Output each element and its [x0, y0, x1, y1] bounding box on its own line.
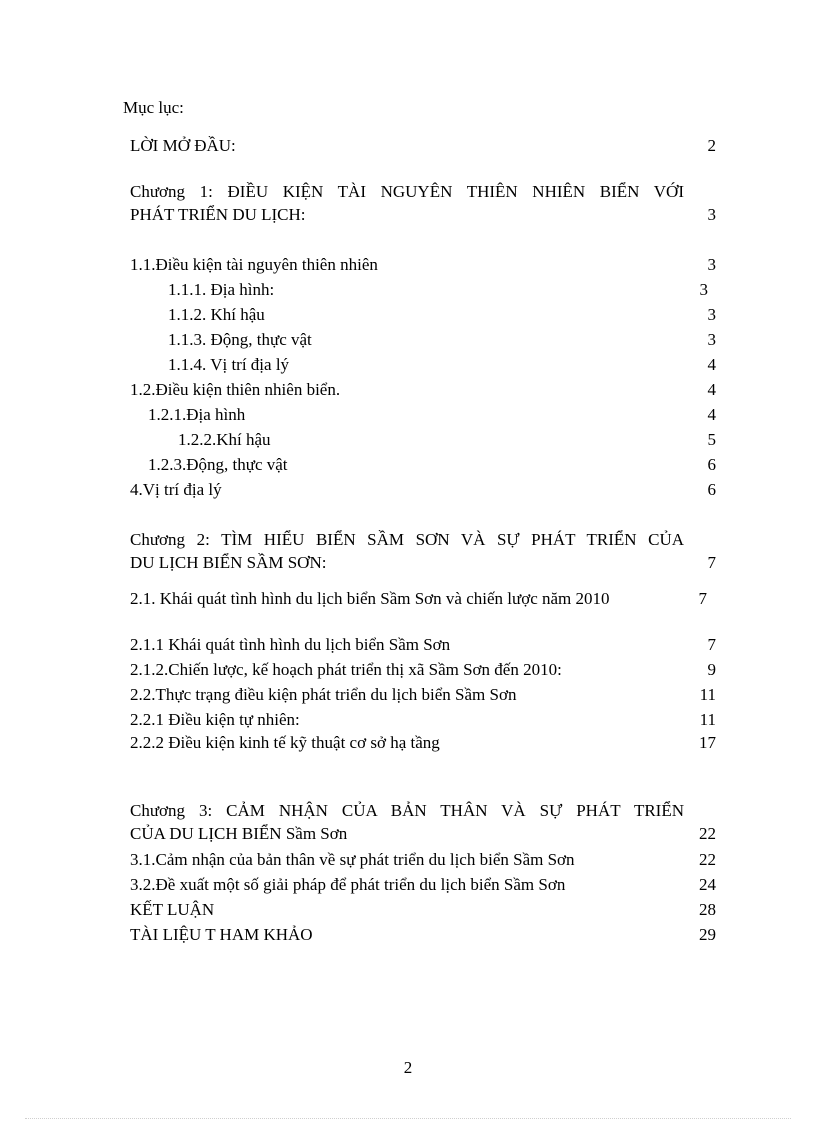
toc-entry-page: 7 [707, 553, 716, 572]
toc-entry-page: 3 [707, 255, 716, 274]
toc-entry-3-2[interactable] [130, 875, 716, 895]
toc-entry-page: 11 [699, 710, 716, 729]
toc-entry-label: 1.1.3. Động, thực vật [168, 330, 312, 349]
toc-entry-page: 11 [699, 685, 716, 704]
toc-entry-1-2[interactable] [130, 380, 716, 400]
toc-entry-label: 1.2.1.Địa hình [148, 405, 246, 424]
toc-title: Mục lục: [123, 98, 184, 117]
toc-entry-label: 1.2.Điều kiện thiên nhiên biển. [130, 380, 341, 399]
toc-entry-1-2-1[interactable] [148, 405, 716, 425]
toc-entry-page: 4 [707, 380, 716, 399]
toc-entry-2-1-2[interactable] [130, 660, 716, 680]
toc-entry-page: 22 [699, 824, 716, 843]
toc-entry-page: 4 [707, 405, 716, 424]
toc-entry-page: 3 [707, 205, 716, 224]
toc-chapter-1[interactable] [130, 182, 716, 226]
toc-entry-1-1[interactable] [130, 255, 716, 275]
toc-chapter-title-line2: PHÁT TRIỂN DU LỊCH: [130, 205, 306, 224]
toc-entry-label: 2.1.2.Chiến lược, kế hoạch phát triển thị xã Sầm Sơn đến 2010: [130, 660, 562, 679]
toc-entry-ket-luan[interactable] [130, 900, 716, 920]
toc-entry-page: 2 [707, 136, 716, 155]
toc-entry-1-1-3[interactable] [168, 330, 716, 350]
toc-entry-2-1-1[interactable] [130, 635, 716, 655]
toc-entry-loi-mo-dau[interactable] [130, 136, 716, 156]
toc-entry-label: KẾT LUẬN [130, 900, 215, 919]
toc-entry-label: 1.1.Điều kiện tài nguyên thiên nhiên [130, 255, 378, 274]
toc-chapter-title-line2: CỦA DU LỊCH BIỂN Sầm Sơn [130, 824, 348, 843]
toc-chapter-title-line2: DU LỊCH BIỂN SẦM SƠN: [130, 553, 327, 572]
toc-entry-page: 29 [699, 925, 716, 944]
toc-entry-page: 6 [707, 480, 716, 499]
toc-entry-page: 24 [699, 875, 716, 894]
toc-entry-label: 2.2.1 Điều kiện tự nhiên: [130, 710, 300, 729]
toc-entry-label: 1.1.4. Vị trí địa lý [168, 355, 290, 374]
toc-entry-label: 4.Vị trí địa lý [130, 480, 222, 499]
page-bottom-divider [25, 1118, 791, 1119]
toc-entry-label: 2.2.Thực trạng điều kiện phát triển du lịch biển Sầm Sơn [130, 685, 517, 704]
toc-chapter-title-line1: Chương 3: CẢM NHẬN CỦA BẢN THÂN VÀ SỰ PHÁT TRIỂN [130, 801, 684, 820]
toc-entry-page: 9 [707, 660, 716, 679]
toc-entry-label: 2.2.2 Điều kiện kinh tế kỹ thuật cơ sở hạ tầng [130, 733, 440, 752]
toc-entry-1-1-1[interactable] [168, 280, 708, 300]
toc-entry-4[interactable] [130, 480, 716, 500]
toc-entry-page: 7 [698, 589, 707, 608]
toc-entry-1-1-2[interactable] [168, 305, 716, 325]
toc-entry-page: 6 [707, 455, 716, 474]
toc-entry-label: TÀI LIỆU T HAM KHẢO [130, 925, 313, 944]
toc-entry-page: 3 [707, 330, 716, 349]
toc-entry-label: 1.2.2.Khí hậu [178, 430, 271, 449]
toc-entry-label: 2.1. Khái quát tình hình du lịch biển Sầm Sơn và chiến lược năm 2010 [130, 589, 610, 608]
toc-entry-page: 5 [707, 430, 716, 449]
toc-chapter-title-line1: Chương 2: TÌM HIỂU BIỂN SẦM SƠN VÀ SỰ PHÁT TRIỂN CỦA [130, 530, 684, 549]
toc-entry-page: 3 [699, 280, 708, 299]
toc-entry-tai-lieu-tham-khao[interactable] [130, 925, 716, 945]
toc-entry-page: 3 [707, 305, 716, 324]
toc-entry-2-2-2[interactable] [130, 733, 716, 753]
toc-entry-label: LỜI MỞ ĐẦU: [130, 136, 236, 155]
toc-entry-1-2-2[interactable] [178, 430, 716, 450]
toc-entry-label: 1.1.1. Địa hình: [168, 280, 275, 299]
toc-entry-1-1-4[interactable] [168, 355, 716, 375]
toc-entry-2-1[interactable] [130, 589, 707, 609]
toc-chapter-3[interactable] [130, 801, 716, 845]
toc-entry-2-2[interactable] [130, 685, 716, 705]
toc-entry-1-2-3[interactable] [148, 455, 716, 475]
toc-entry-page: 7 [707, 635, 716, 654]
toc-chapter-2[interactable] [130, 530, 716, 574]
toc-entry-label: 1.2.3.Động, thực vật [148, 455, 288, 474]
toc-chapter-title-line1: Chương 1: ĐIỀU KIỆN TÀI NGUYÊN THIÊN NHIÊN BIỂN VỚI [130, 182, 684, 201]
toc-entry-label: 3.2.Đề xuất một số giải pháp để phát triển du lịch biển Sầm Sơn [130, 875, 566, 894]
toc-entry-page: 28 [699, 900, 716, 919]
toc-entry-page: 4 [707, 355, 716, 374]
toc-entry-page: 17 [699, 733, 716, 752]
toc-entry-page: 22 [699, 850, 716, 869]
toc-entry-label: 2.1.1 Khái quát tình hình du lịch biển Sầm Sơn [130, 635, 451, 654]
toc-entry-2-2-1[interactable] [130, 710, 716, 730]
toc-entry-label: 3.1.Cảm nhận của bản thân về sự phát triển du lịch biển Sầm Sơn [130, 850, 575, 869]
page-number: 2 [403, 1058, 413, 1077]
toc-entry-label: 1.1.2. Khí hậu [168, 305, 265, 324]
toc-entry-3-1[interactable] [130, 850, 716, 870]
